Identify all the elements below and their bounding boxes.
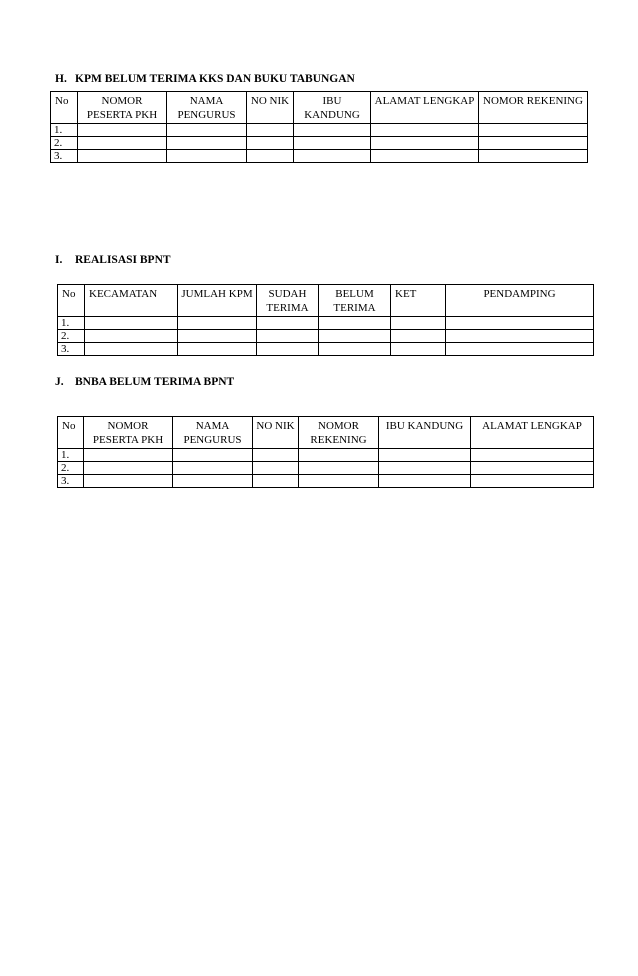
table-cell[interactable]	[78, 137, 167, 150]
table-header-row	[51, 92, 588, 124]
header-no-nik: NO NIK	[253, 417, 299, 449]
section-j-letter: J.	[55, 376, 64, 388]
header-ket: KET	[391, 285, 446, 317]
row-number: 1.	[58, 317, 85, 330]
table-row	[58, 317, 594, 330]
header-ibu-kandung: IBU KANDUNG	[294, 92, 371, 124]
section-h-heading: KPM BELUM TERIMA KKS DAN BUKU TABUNGAN	[75, 73, 355, 85]
table-cell[interactable]	[78, 150, 167, 163]
header-no: No	[58, 285, 85, 317]
section-i-heading: REALISASI BPNT	[75, 254, 171, 266]
row-number: 1.	[51, 124, 78, 137]
table-cell[interactable]	[299, 475, 379, 488]
header-belum-terima: BELUM TERIMA	[319, 285, 391, 317]
table-cell[interactable]	[471, 462, 594, 475]
table-row	[58, 475, 594, 488]
row-number: 2.	[58, 462, 84, 475]
table-row	[58, 462, 594, 475]
table-cell[interactable]	[247, 137, 294, 150]
table-row	[51, 124, 588, 137]
table-cell[interactable]	[479, 124, 588, 137]
table-cell[interactable]	[84, 475, 173, 488]
table-cell[interactable]	[391, 317, 446, 330]
header-nomor-rekening: NOMOR REKENING	[299, 417, 379, 449]
table-cell[interactable]	[173, 462, 253, 475]
table-row	[58, 343, 594, 356]
table-cell[interactable]	[257, 317, 319, 330]
table-bnba-belum-terima-bpnt	[57, 416, 594, 488]
section-j-title	[55, 376, 234, 388]
table-cell[interactable]	[247, 150, 294, 163]
table-cell[interactable]	[253, 449, 299, 462]
table-cell[interactable]	[379, 462, 471, 475]
table-cell[interactable]	[479, 137, 588, 150]
section-j-heading: BNBA BELUM TERIMA BPNT	[75, 376, 235, 388]
table-cell[interactable]	[167, 124, 247, 137]
header-pendamping: PENDAMPING	[446, 285, 594, 317]
table-cell[interactable]	[391, 343, 446, 356]
table-cell[interactable]	[178, 343, 257, 356]
table-cell[interactable]	[379, 449, 471, 462]
table-cell[interactable]	[379, 475, 471, 488]
table-cell[interactable]	[319, 317, 391, 330]
table-cell[interactable]	[257, 343, 319, 356]
header-no: No	[51, 92, 78, 124]
table-cell[interactable]	[446, 330, 594, 343]
table-cell[interactable]	[257, 330, 319, 343]
table-cell[interactable]	[294, 137, 371, 150]
section-h-letter: H.	[55, 73, 67, 85]
header-nama-pengurus: NAMA PENGURUS	[167, 92, 247, 124]
row-number: 1.	[58, 449, 84, 462]
row-number: 2.	[51, 137, 78, 150]
table-cell[interactable]	[319, 330, 391, 343]
table-header-row	[58, 285, 594, 317]
table-cell[interactable]	[299, 462, 379, 475]
table-cell[interactable]	[85, 317, 178, 330]
header-nomor-peserta-pkh: NOMOR PESERTA PKH	[84, 417, 173, 449]
section-i-title	[55, 254, 171, 266]
table-cell[interactable]	[84, 462, 173, 475]
table-cell[interactable]	[85, 343, 178, 356]
section-h-title	[55, 73, 355, 85]
table-row	[58, 449, 594, 462]
table-cell[interactable]	[85, 330, 178, 343]
row-number: 3.	[51, 150, 78, 163]
header-nama-pengurus: NAMA PENGURUS	[173, 417, 253, 449]
table-row	[58, 330, 594, 343]
table-header-row	[58, 417, 594, 449]
header-sudah-terima: SUDAH TERIMA	[257, 285, 319, 317]
header-kecamatan: KECAMATAN	[85, 285, 178, 317]
table-cell[interactable]	[173, 449, 253, 462]
header-alamat-lengkap: ALAMAT LENGKAP	[371, 92, 479, 124]
row-number: 2.	[58, 330, 85, 343]
table-cell[interactable]	[371, 137, 479, 150]
table-cell[interactable]	[294, 124, 371, 137]
header-jumlah-kpm: JUMLAH KPM	[178, 285, 257, 317]
header-alamat-lengkap: ALAMAT LENGKAP	[471, 417, 594, 449]
header-no: No	[58, 417, 84, 449]
table-cell[interactable]	[319, 343, 391, 356]
row-number: 3.	[58, 475, 84, 488]
header-no-nik: NO NIK	[247, 92, 294, 124]
table-cell[interactable]	[253, 462, 299, 475]
table-row	[51, 137, 588, 150]
table-cell[interactable]	[446, 317, 594, 330]
table-cell[interactable]	[299, 449, 379, 462]
table-cell[interactable]	[173, 475, 253, 488]
table-cell[interactable]	[371, 150, 479, 163]
header-nomor-rekening: NOMOR REKENING	[479, 92, 588, 124]
table-cell[interactable]	[178, 330, 257, 343]
table-cell[interactable]	[371, 124, 479, 137]
table-cell[interactable]	[167, 137, 247, 150]
table-cell[interactable]	[471, 449, 594, 462]
table-cell[interactable]	[253, 475, 299, 488]
table-cell[interactable]	[479, 150, 588, 163]
table-cell[interactable]	[294, 150, 371, 163]
header-nomor-peserta-pkh: NOMOR PESERTA PKH	[78, 92, 167, 124]
table-cell[interactable]	[167, 150, 247, 163]
table-row	[51, 150, 588, 163]
table-kpm-belum-terima-kks	[50, 91, 588, 163]
table-cell[interactable]	[84, 449, 173, 462]
row-number: 3.	[58, 343, 85, 356]
section-i-letter: I.	[55, 254, 63, 266]
table-cell[interactable]	[178, 317, 257, 330]
table-cell[interactable]	[78, 124, 167, 137]
table-realisasi-bpnt	[57, 284, 594, 356]
table-cell[interactable]	[471, 475, 594, 488]
header-ibu-kandung: IBU KANDUNG	[379, 417, 471, 449]
table-cell[interactable]	[247, 124, 294, 137]
table-cell[interactable]	[391, 330, 446, 343]
table-cell[interactable]	[446, 343, 594, 356]
